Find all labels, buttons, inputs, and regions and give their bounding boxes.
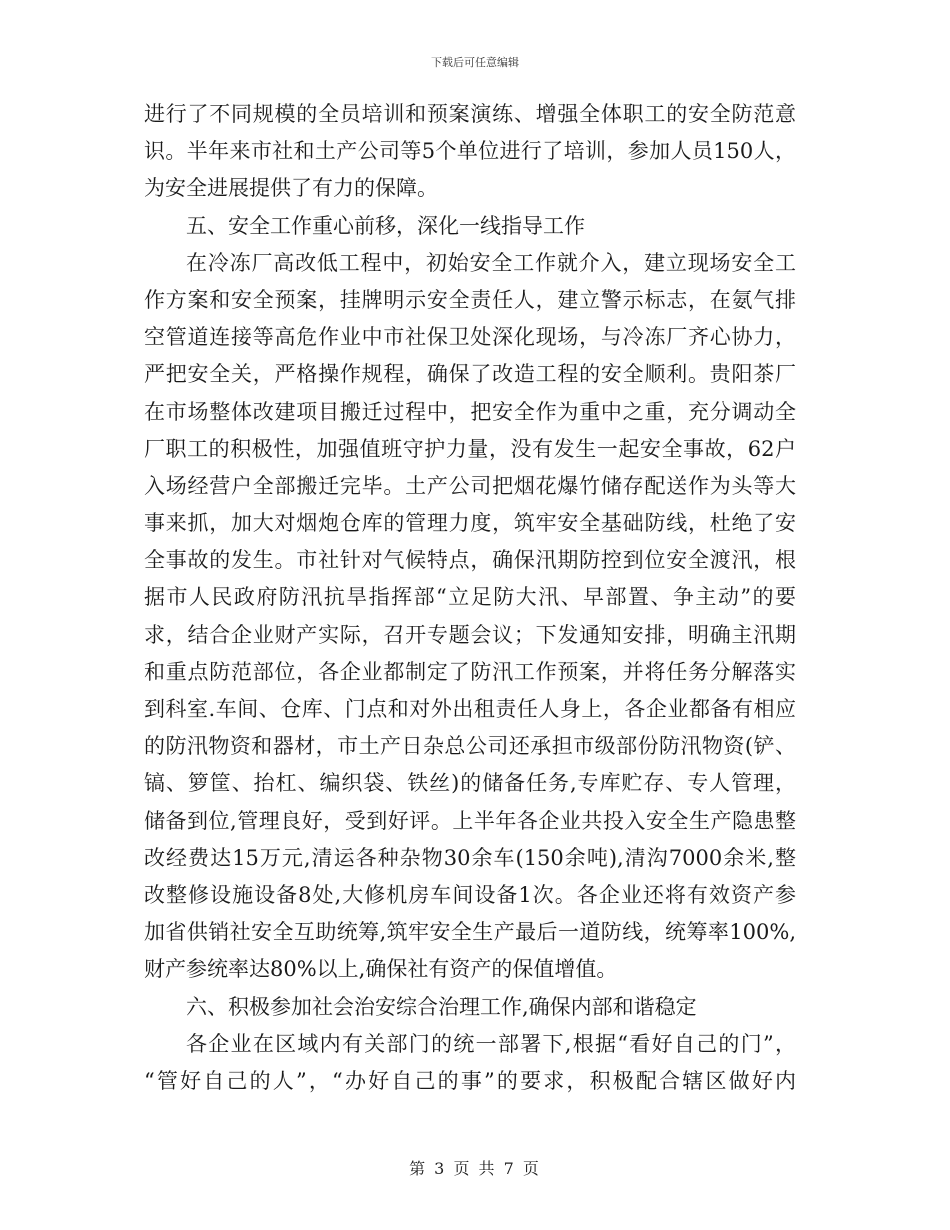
document-body: [144, 96, 796, 1100]
text-line: 财产参统率达80%以上,确保社有资产的保值增值。: [144, 957, 618, 982]
text-line: 厂职工的积极性，加强值班守护力量，没有发生一起安全事故，62户: [144, 436, 796, 461]
text-line: 改经费达15万元,清运各种杂物30余车(150余吨),清沟7000余米,整: [144, 845, 796, 870]
text-line: 识。半年来市社和土产公司等5个单位进行了培训，参加人员150人，: [144, 139, 796, 164]
text-line: 为安全进展提供了有力的保障。: [144, 176, 438, 201]
text-line: 到科室.车间、仓库、门点和对外出租责任人身上，各企业都备有相应: [144, 697, 796, 721]
text-line: 空管道连接等高危作业中市社保卫处深化现场，与冷冻厂齐心协力，: [144, 325, 796, 350]
text-line: 求，结合企业财产实际，召开专题会议；下发通知安排，明确主汛期: [144, 622, 796, 647]
text-line: “管好自己的人”，“办好自己的事”的要求，积极配合辖区做好内: [144, 1068, 796, 1093]
text-line: 入场经营户全部搬迁完毕。土产公司把烟花爆竹储存配送作为头等大: [144, 473, 796, 498]
text-line: 据市人民政府防汛抗旱指挥部“立足防大汛、早部置、争主动”的要: [144, 585, 796, 610]
text-line: 镐、箩筐、抬杠、编织袋、铁丝)的储备任务,专库贮存、专人管理，: [144, 771, 796, 796]
text-line: 的防汛物资和器材，市土产日杂总公司还承担市级部份防汛物资(铲、: [144, 734, 796, 759]
text-line: 加省供销社安全互助统筹,筑牢安全生产最后一道防线，统筹率100%,: [144, 920, 796, 945]
text-line: 五、安全工作重心前移，深化一线指导工作: [186, 213, 585, 238]
text-line: 事来抓，加大对烟炮仓库的管理力度，筑牢安全基础防线，杜绝了安: [144, 511, 796, 536]
text-line: 进行了不同规模的全员培训和预案演练、增强全体职工的安全防范意: [144, 102, 796, 126]
page-header: 下载后可任意编辑: [431, 56, 519, 69]
text-line: 在市场整体改建项目搬迁过程中，把安全作为重中之重，充分调动全: [144, 399, 796, 424]
text-line: 全事故的发生。市社针对气候特点，确保汛期防控到位安全渡汛，根: [144, 548, 796, 573]
text-line: 六、积极参加社会治安综合治理工作,确保内部和谐稳定: [186, 994, 697, 1019]
text-line: 严把安全关，严格操作规程，确保了改造工程的安全顺利。贵阳茶厂: [144, 362, 796, 387]
text-line: 各企业在区域内有关部门的统一部署下,根据“看好自己的门”，: [186, 1031, 796, 1056]
page-number-footer: 第 3 页 共 7 页: [409, 1159, 541, 1178]
text-line: 在冷冻厂高改低工程中，初始安全工作就介入，建立现场安全工: [186, 250, 796, 275]
text-line: 和重点防范部位，各企业都制定了防汛工作预案，并将任务分解落实: [144, 659, 796, 684]
text-line: 作方案和安全预案，挂牌明示安全责任人，建立警示标志，在氨气排: [144, 287, 796, 312]
text-line: 改整修设施设备8处,大修机房车间设备1次。各企业还将有效资产参: [144, 882, 796, 907]
text-line: 储备到位,管理良好，受到好评。上半年各企业共投入安全生产隐患整: [144, 808, 796, 833]
